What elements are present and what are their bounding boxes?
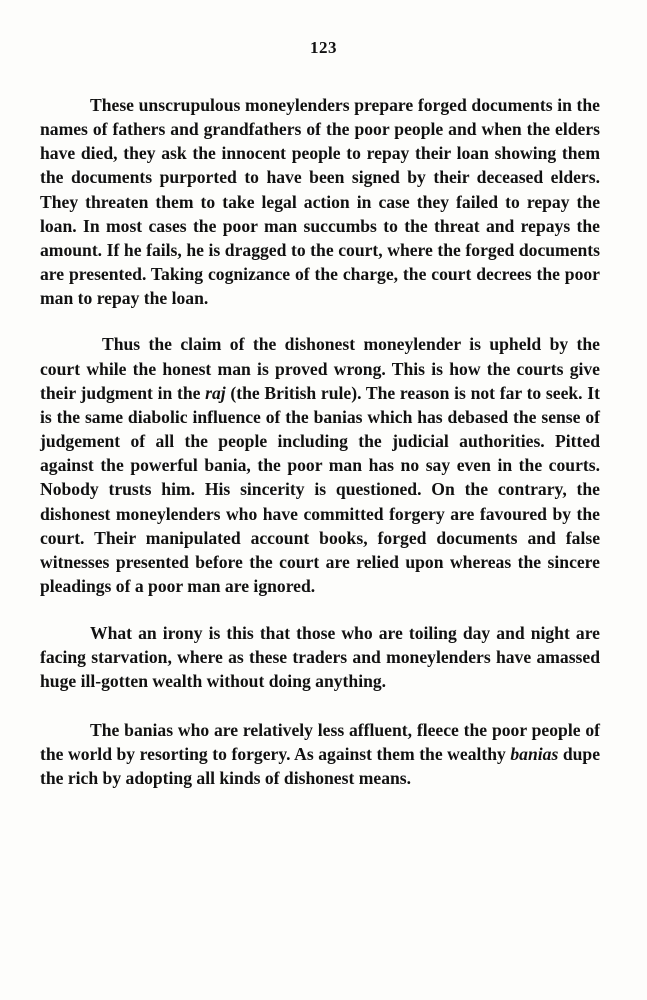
paragraph-4-italic-banias: banias (510, 743, 559, 764)
paragraph-2-text-a: Thus the claim of the dishonest moneylender is upheld by the court while the honest man is proved wrong. This is how the courts give their judgment in the (40, 334, 600, 403)
body-text (40, 93, 600, 790)
page-number: 123 (310, 38, 337, 57)
paragraph-4 (40, 718, 600, 790)
paragraph-2 (40, 332, 600, 598)
paragraph-3 (40, 621, 600, 693)
paragraph-1 (40, 93, 600, 310)
paragraph-3-text: What an irony is this that those who are toiling day and night are facing starvation, where as these traders and moneylenders have amassed huge ill-gotten wealth without doing anything. (40, 623, 600, 692)
paragraph-2-italic-raj: raj (205, 382, 226, 403)
paragraph-4-text-b: dupe the rich by adopting all kinds of dishonest means. (40, 743, 601, 788)
paragraph-1-text: These unscrupulous moneylenders prepare forged documents in the names of fathers and grandfathers of the poor people and when the elders have died, they ask the innocent people to repay their loan showing them the documents purported to have been signed by their deceased elders. They threaten them to take legal action in case they failed to repay the loan. In most cases the poor man succumbs to the threat and repays the amount. If he fails, he is dragged to the court, where the forged documents are presented. Taking cognizance of the charge, the court decrees the poor man to repay the loan. (40, 95, 600, 309)
paragraph-4-text-a: The banias who are relatively less affluent, fleece the poor people of the world by resorting to forgery. As against them the wealthy (40, 719, 600, 764)
paragraph-2-text-b: (the British rule). The reason is not far to seek. It is the same diabolic influence of the banias which has debased the sense of judgement of all the people including the judicial authorities. Pitted against the powerful bania, the poor man has no say even in the courts. Nobody trusts him. His sincerity is questioned. On the contrary, the dishonest moneylenders who have committed forgery are favoured by the court. Their manipulated account books, forged documents and false witnesses presented before the court are relied upon whereas the sincere pleadings of a poor man are ignored. (40, 382, 600, 596)
